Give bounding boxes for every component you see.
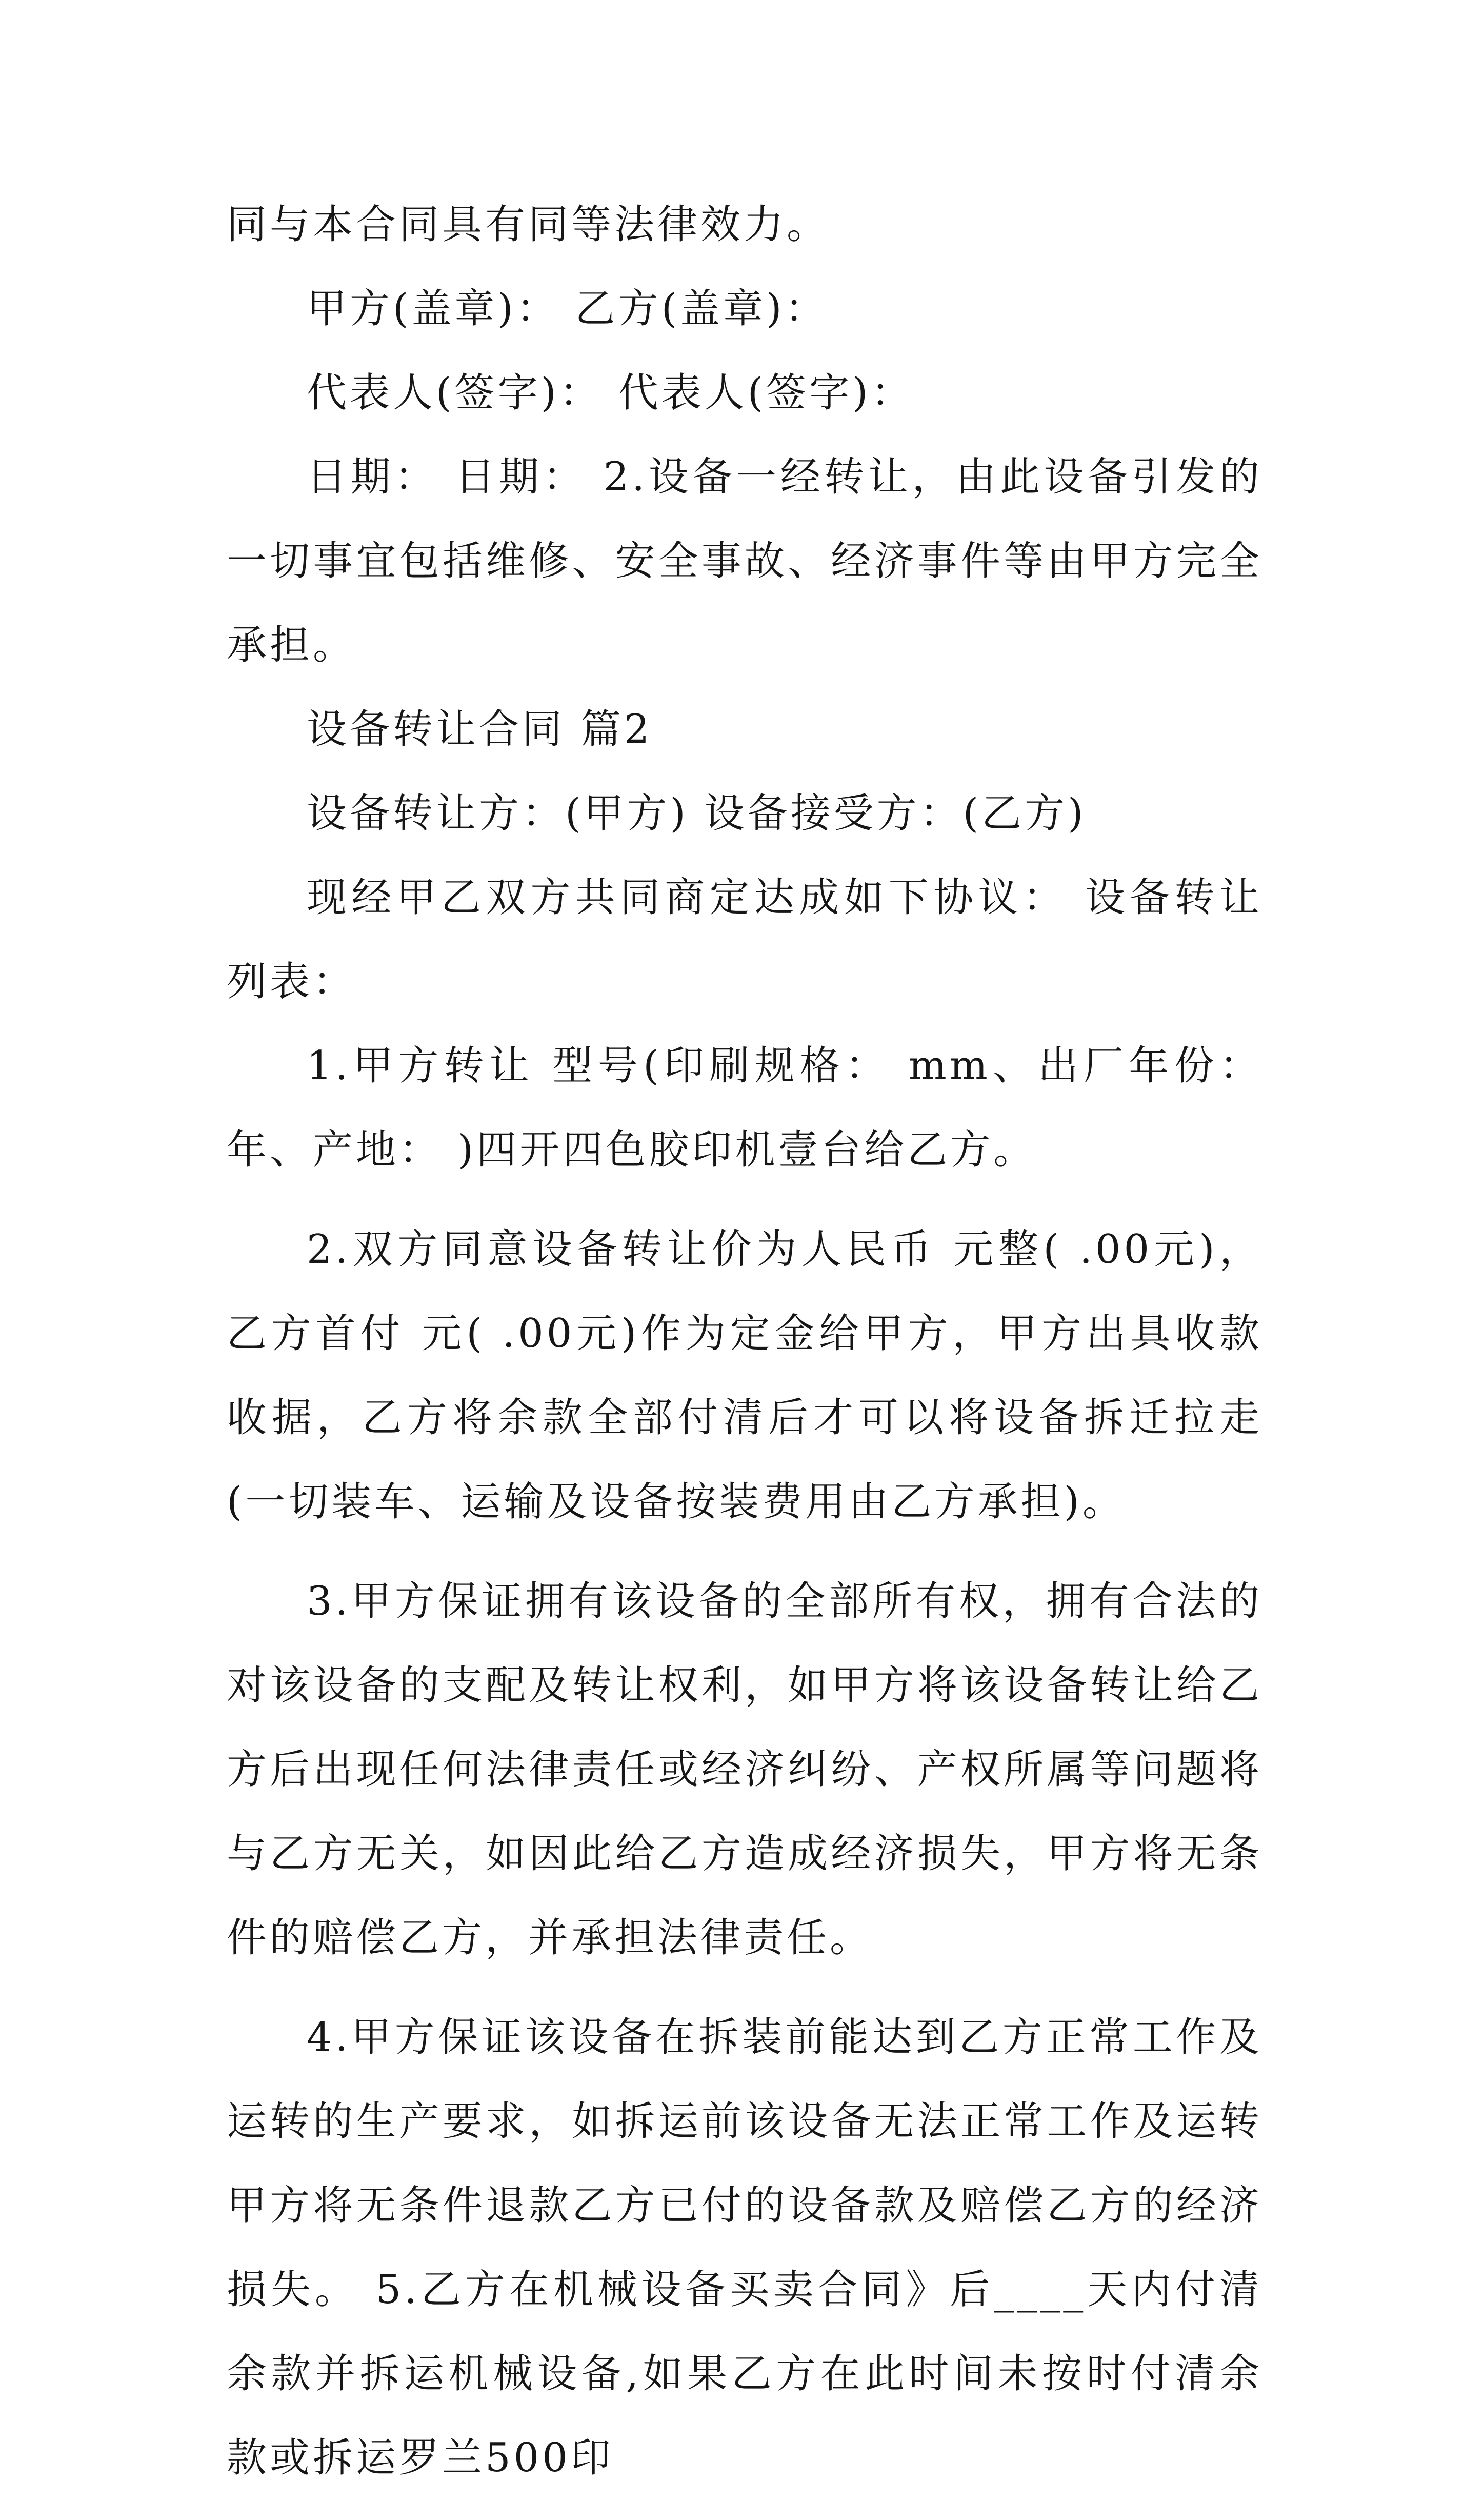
- paragraph-party-a-seal: 甲方(盖章)： 乙方(盖章)：: [307, 286, 828, 332]
- section-heading: 设备转让合同 篇2: [307, 706, 653, 752]
- clause-1: 1.甲方转让 型号(印刷规格： mm、出厂年份： 年、产地： )四开四色胶印机壹台给乙方。: [227, 1043, 1262, 1173]
- paragraph-date-clause: 日期： 日期： 2.设备一经转让，由此设备引发的一切事宜包括维修、安全事故、经济事件等由甲方完全承担。: [227, 454, 1262, 668]
- paragraph-continuation: 同与本合同具有同等法律效力。: [227, 202, 830, 248]
- clause-2: 2.双方同意设备转让价为人民币 元整( .00元)，乙方首付 元( .00元)作为定金给甲方，甲方出具收款收据，乙方将余款全部付清后才可以将设备拆迁拉走(一切装车、运输及设备按装费用由乙方承担)。: [227, 1226, 1262, 1525]
- document-body: [227, 183, 1262, 2500]
- paragraph-agreement-intro: 现经甲乙双方共同商定达成如下协议： 设备转让列表：: [227, 875, 1262, 1005]
- paragraph-representative-signature: 代表人(签字)： 代表人(签字)：: [307, 370, 914, 416]
- clause-3: 3.甲方保证拥有该设备的全部所有权，拥有合法的对该设备的支配及转让权利，如甲方将该设备转让给乙方后出现任何法律责任或经济纠纷、产权所属等问题将与乙方无关，如因此给乙方造成经济损失，甲方将无条件的赔偿乙方，并承担法律责任。: [227, 1578, 1262, 1961]
- clause-4-5: 4.甲方保证该设备在拆装前能达到乙方正常工作及运转的生产要求，如拆运前该设备无法正常工作及运转甲方将无条件退款乙方已付的设备款及赔偿乙方的经济损失。 5.乙方在机械设备买卖合同》后____天内付清余款并拆运机械设备,如果乙方在此时间未按时付清余款或拆运罗兰500印: [227, 2014, 1262, 2481]
- paragraph-parties: 设备转让方：(甲方) 设备接受方：(乙方): [307, 790, 1087, 837]
